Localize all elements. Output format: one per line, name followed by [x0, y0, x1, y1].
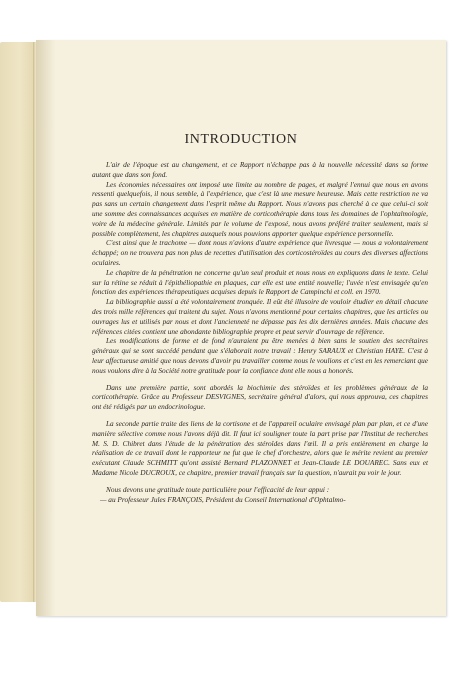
page-title: INTRODUCTION — [184, 132, 298, 147]
paragraph-2: Les économies nécessaires ont imposé une limite au nombre de pages, et malgré l'ennui que nous en avons ressenti quelquefois, il nous semble, à l'expérience, que c'est là une mesure heureuse. Mais cette restriction ne va pas sans un certain changement dans l'esprit même du Rapport. Nous n'avons pas cherché à ce que celui-ci soit une somme des connaissances acquises en matière de corticothérapie dans tous les domaines de l'ophtalmologie, voire de la médecine générale. Limités par le volume de l'exposé, nous avons préféré traiter seulement, mais si possible complètement, les chapitres auxquels nous pouvions apporter quelque expérience personnelle. — [92, 179, 428, 238]
book-page — [36, 40, 446, 616]
paragraph-7: Dans une première partie, sont abordés la biochimie des stéroïdes et les problèmes généraux de la corticothérapie. Grâce au Professeur DESVIGNES, secrétaire général d'alors, qui nous approuva, ces chapitres ont été rédigés par un endocrinologue. — [92, 382, 428, 412]
paragraph-6: Les modifications de forme et de fond n'auraient pu être menées à bien sans le soutien des secrétaires généraux qui se sont succédé pendant que s'élaborait notre travail : Henry SARAUX et Christian HAYE. C'est à leur affectueuse amitié que nous devons d'avoir pu travailler comme nous le voulions et c'est en les remerciant que nous voulons dire à la Société notre gratitude pour la confiance dont elle nous a honorés. — [92, 336, 428, 375]
paragraph-8: La seconde partie traite des liens de la cortisone et de l'appareil oculaire envisagé plan par plan, et ce d'une manière sélective comme nous l'avons déjà dit. Il faut ici souligner toute la part prise par l'Institut de recherches M. S. D. Chibret dans l'étude de la pénétration des stéroïdes dans l'œil. Il a pris entièrement en charge la réalisation de ce travail dont le rapporteur ne fut que le chef d'orchestre, alors que le mérite revient au premier exécutant Claude SCHMITT qu'ont assisté Bernard PLAZONNET et Jean-Claude LE DOUAREC. Sans eux et Madame Nicole DUCROUX, ce chapitre, premier travail français sur la question, n'aurait pu voir le jour. — [92, 418, 428, 477]
book-spine — [0, 42, 36, 602]
paragraph-10: — au Professeur Jules FRANÇOIS, Président du Conseil International d'Ophtalmo- — [100, 494, 346, 504]
page-body — [92, 160, 428, 504]
paragraph-1: L'air de l'époque est au changement, et ce Rapport n'échappe pas à la nouvelle nécessité dans sa forme autant que dans son fond. — [92, 160, 428, 179]
page-gutter-shadow — [36, 40, 56, 616]
paragraph-5: La bibliographie aussi a été volontairement tronquée. Il eût été illusoire de vouloir étudier en détail chacune des trois mille références qui traitent du sujet. Nous n'avons mentionné pour certains chapitres, que les articles ou ouvrages lus et utilisés par nous et dont l'ancienneté ne dépasse pas les dix dernières années. Mais chacune des références citées contient une abondante bibliographie propre et peut servir d'ouvrage de référence. — [92, 297, 428, 336]
paragraph-3: C'est ainsi que le trachome — dont nous n'avions d'autre expérience que livresque — nous a volontairement échappé; on ne trouvera pas non plus de recettes d'utilisation des corticostéroïdes au cours des diverses affections oculaires. — [92, 238, 428, 267]
paragraph-4: Le chapitre de la pénétration ne concerne qu'un seul produit et nous nous en expliquons dans le texte. Celui sur la rétine se réduit à l'épithéliopathie en plaques, car elle est une entité nouvelle; l'uvée n'est envisagée qu'en fonction des expériences thérapeutiques acquises depuis le Rapport de Campinchi et coll. en 1970. — [92, 267, 428, 297]
paragraph-9: Nous devons une gratitude toute particulière pour l'efficacité de leur appui : — [106, 484, 330, 494]
